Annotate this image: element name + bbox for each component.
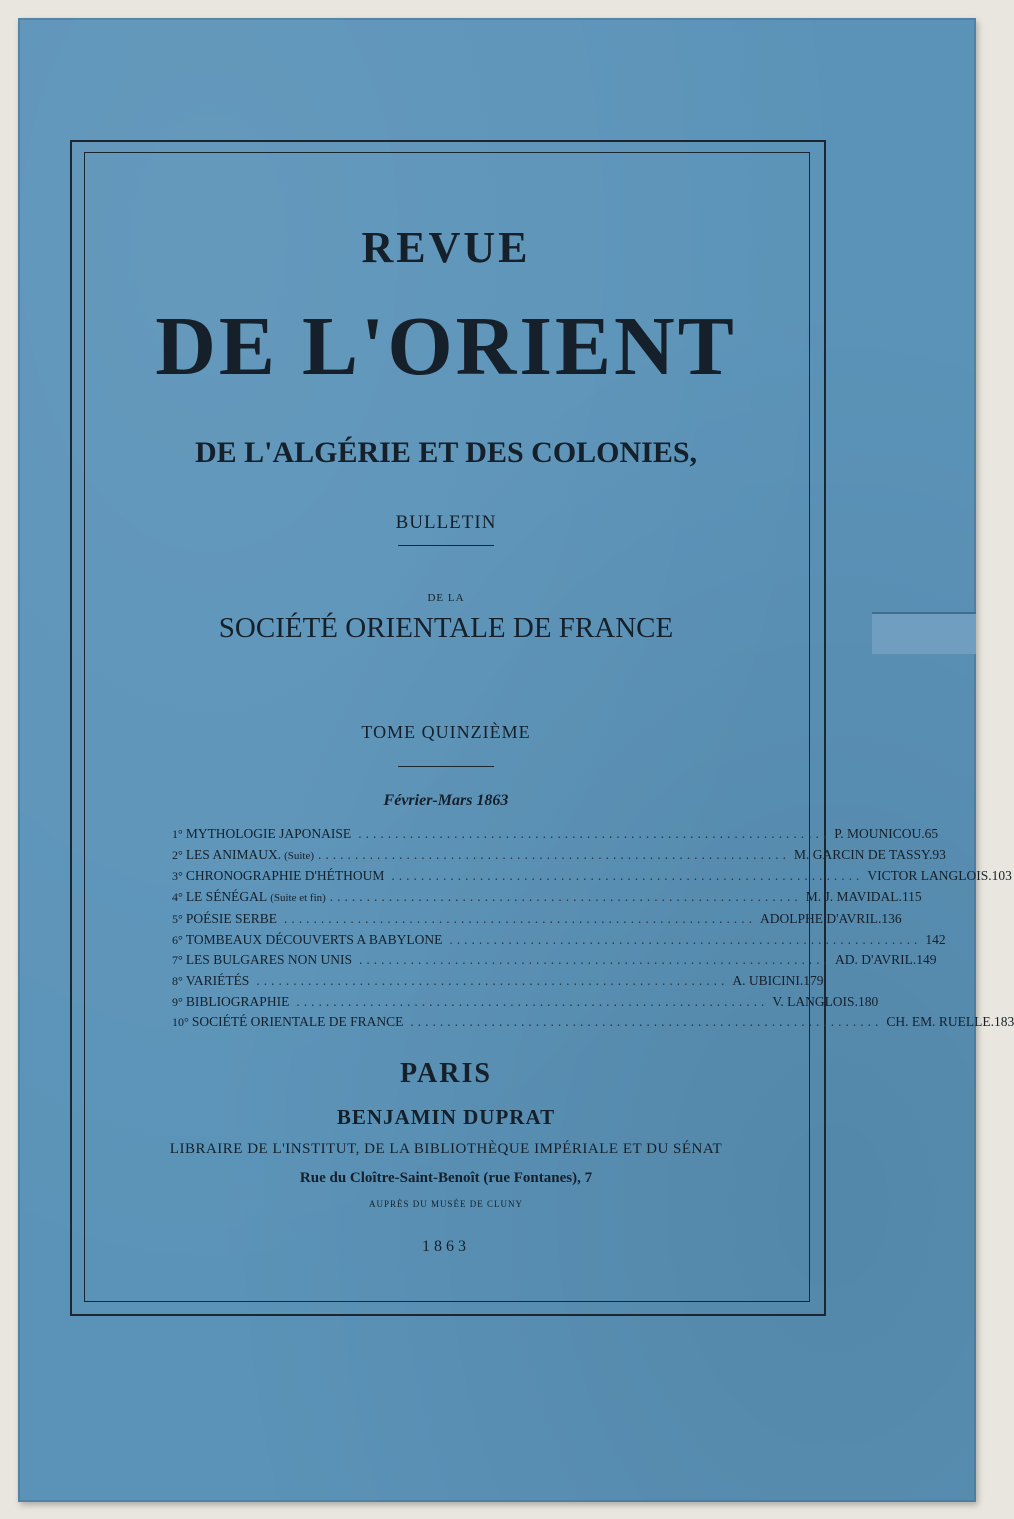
toc-title: LE SÉNÉGAL — [185, 889, 268, 905]
toc-title: CHRONOGRAPHIE D'HÉTHOUM — [185, 868, 385, 884]
table-of-contents — [172, 824, 1014, 1033]
society-name: SOCIÉTÉ ORIENTALE DE FRANCE — [218, 612, 674, 644]
toc-number: 9° — [172, 994, 183, 1009]
toc-entry — [172, 971, 824, 992]
divider-rule — [398, 545, 494, 546]
toc-number: 7° — [172, 953, 183, 968]
title-de-l-orient: DE L'ORIENT — [155, 300, 737, 393]
toc-author: ADOLPHE D'AVRIL. — [759, 910, 882, 926]
toc-page: 103 — [991, 868, 1012, 884]
toc-page: 93 — [932, 846, 946, 862]
leader-dots: ................................................................ — [256, 972, 729, 988]
leader-dots: ................................................................ — [358, 826, 831, 841]
divider-rule — [398, 766, 494, 767]
toc-author: VICTOR LANGLOIS. — [867, 868, 992, 884]
toc-page: 136 — [881, 910, 902, 926]
toc-entry — [172, 845, 946, 867]
toc-author: M. J. MAVIDAL. — [805, 889, 902, 905]
toc-title: BIBLIOGRAPHIE — [185, 993, 290, 1009]
leader-dots: ................................................................ — [296, 993, 769, 1009]
publisher-title: LIBRAIRE DE L'INSTITUT, DE LA BIBLIOTHÈQUE IMPÉRIALE ET DU SÉNAT — [169, 1141, 723, 1157]
toc-author: AD. D'AVRIL. — [834, 952, 917, 968]
toc-entry — [172, 1012, 1014, 1033]
toc-page: 142 — [925, 931, 946, 947]
toc-number: 8° — [172, 973, 183, 988]
torn-corner — [872, 612, 976, 654]
toc-author: P. MOUNICOU. — [834, 826, 925, 841]
de-la-label: DE LA — [427, 592, 465, 604]
imprint-city: PARIS — [400, 1058, 492, 1089]
toc-subnote: (Suite) — [284, 849, 315, 862]
toc-entry — [172, 824, 939, 845]
leader-dots: ................................................................ — [318, 846, 791, 862]
toc-number: 3° — [172, 869, 183, 884]
toc-title: SOCIÉTÉ ORIENTALE DE FRANCE — [191, 1014, 404, 1030]
publisher-name: BENJAMIN DUPRAT — [336, 1105, 556, 1129]
leader-dots: ................................................................ — [283, 910, 756, 926]
toc-title: POÉSIE SERBE — [185, 910, 277, 926]
toc-page: 183 — [993, 1014, 1014, 1030]
toc-title: LES BULGARES NON UNIS — [185, 952, 352, 968]
toc-page: 179 — [803, 972, 824, 988]
leader-dots: ................................................................ — [358, 952, 831, 968]
leader-dots: ................................................................ — [410, 1014, 883, 1030]
toc-author: V. LANGLOIS. — [772, 993, 858, 1009]
toc-number: 4° — [172, 890, 183, 905]
toc-entry — [172, 866, 1012, 887]
toc-number: 6° — [172, 932, 183, 947]
subtitle: DE L'ALGÉRIE ET DES COLONIES, — [194, 436, 698, 469]
toc-title: TOMBEAUX DÉCOUVERTS A BABYLONE — [185, 931, 443, 947]
leader-dots: ................................................................ — [449, 931, 922, 947]
toc-number: 1° — [172, 827, 183, 841]
toc-number: 10° — [172, 1015, 189, 1030]
leader-dots: ................................................................ — [329, 889, 802, 905]
toc-entry — [172, 950, 937, 971]
publisher-address: Rue du Cloître-Saint-Benoît (rue Fontanes), 7 — [299, 1170, 593, 1186]
bulletin-label: BULLETIN — [395, 512, 497, 533]
toc-author: CH. EM. RUELLE. — [886, 1014, 994, 1030]
title-revue: REVUE — [361, 223, 531, 272]
toc-author: M. GARCIN DE TASSY. — [794, 846, 933, 862]
toc-number: 5° — [172, 911, 183, 926]
toc-author: A. UBICINI. — [732, 972, 804, 988]
toc-subnote: (Suite et fin) — [270, 892, 326, 905]
toc-page: 65 — [924, 826, 939, 841]
toc-title: VARIÉTÉS — [185, 972, 250, 988]
toc-page: 149 — [916, 952, 937, 968]
issue-date: Février-Mars 1863 — [383, 792, 509, 809]
publication-year: 1863 — [422, 1238, 470, 1255]
address-note: AUPRÈS DU MUSÉE DE CLUNY — [368, 1199, 523, 1209]
toc-entry — [172, 992, 879, 1013]
toc-page: 115 — [901, 889, 922, 905]
toc-entry — [172, 930, 946, 951]
tome-label: TOME QUINZIÈME — [361, 722, 531, 742]
toc-title: MYTHOLOGIE JAPONAISE — [185, 826, 352, 841]
toc-entry — [172, 887, 922, 909]
toc-entry — [172, 909, 902, 930]
leader-dots: ................................................................ — [391, 868, 864, 884]
toc-title: LES ANIMAUX. — [185, 846, 282, 862]
toc-page: 180 — [857, 993, 879, 1009]
toc-number: 2° — [172, 847, 183, 862]
